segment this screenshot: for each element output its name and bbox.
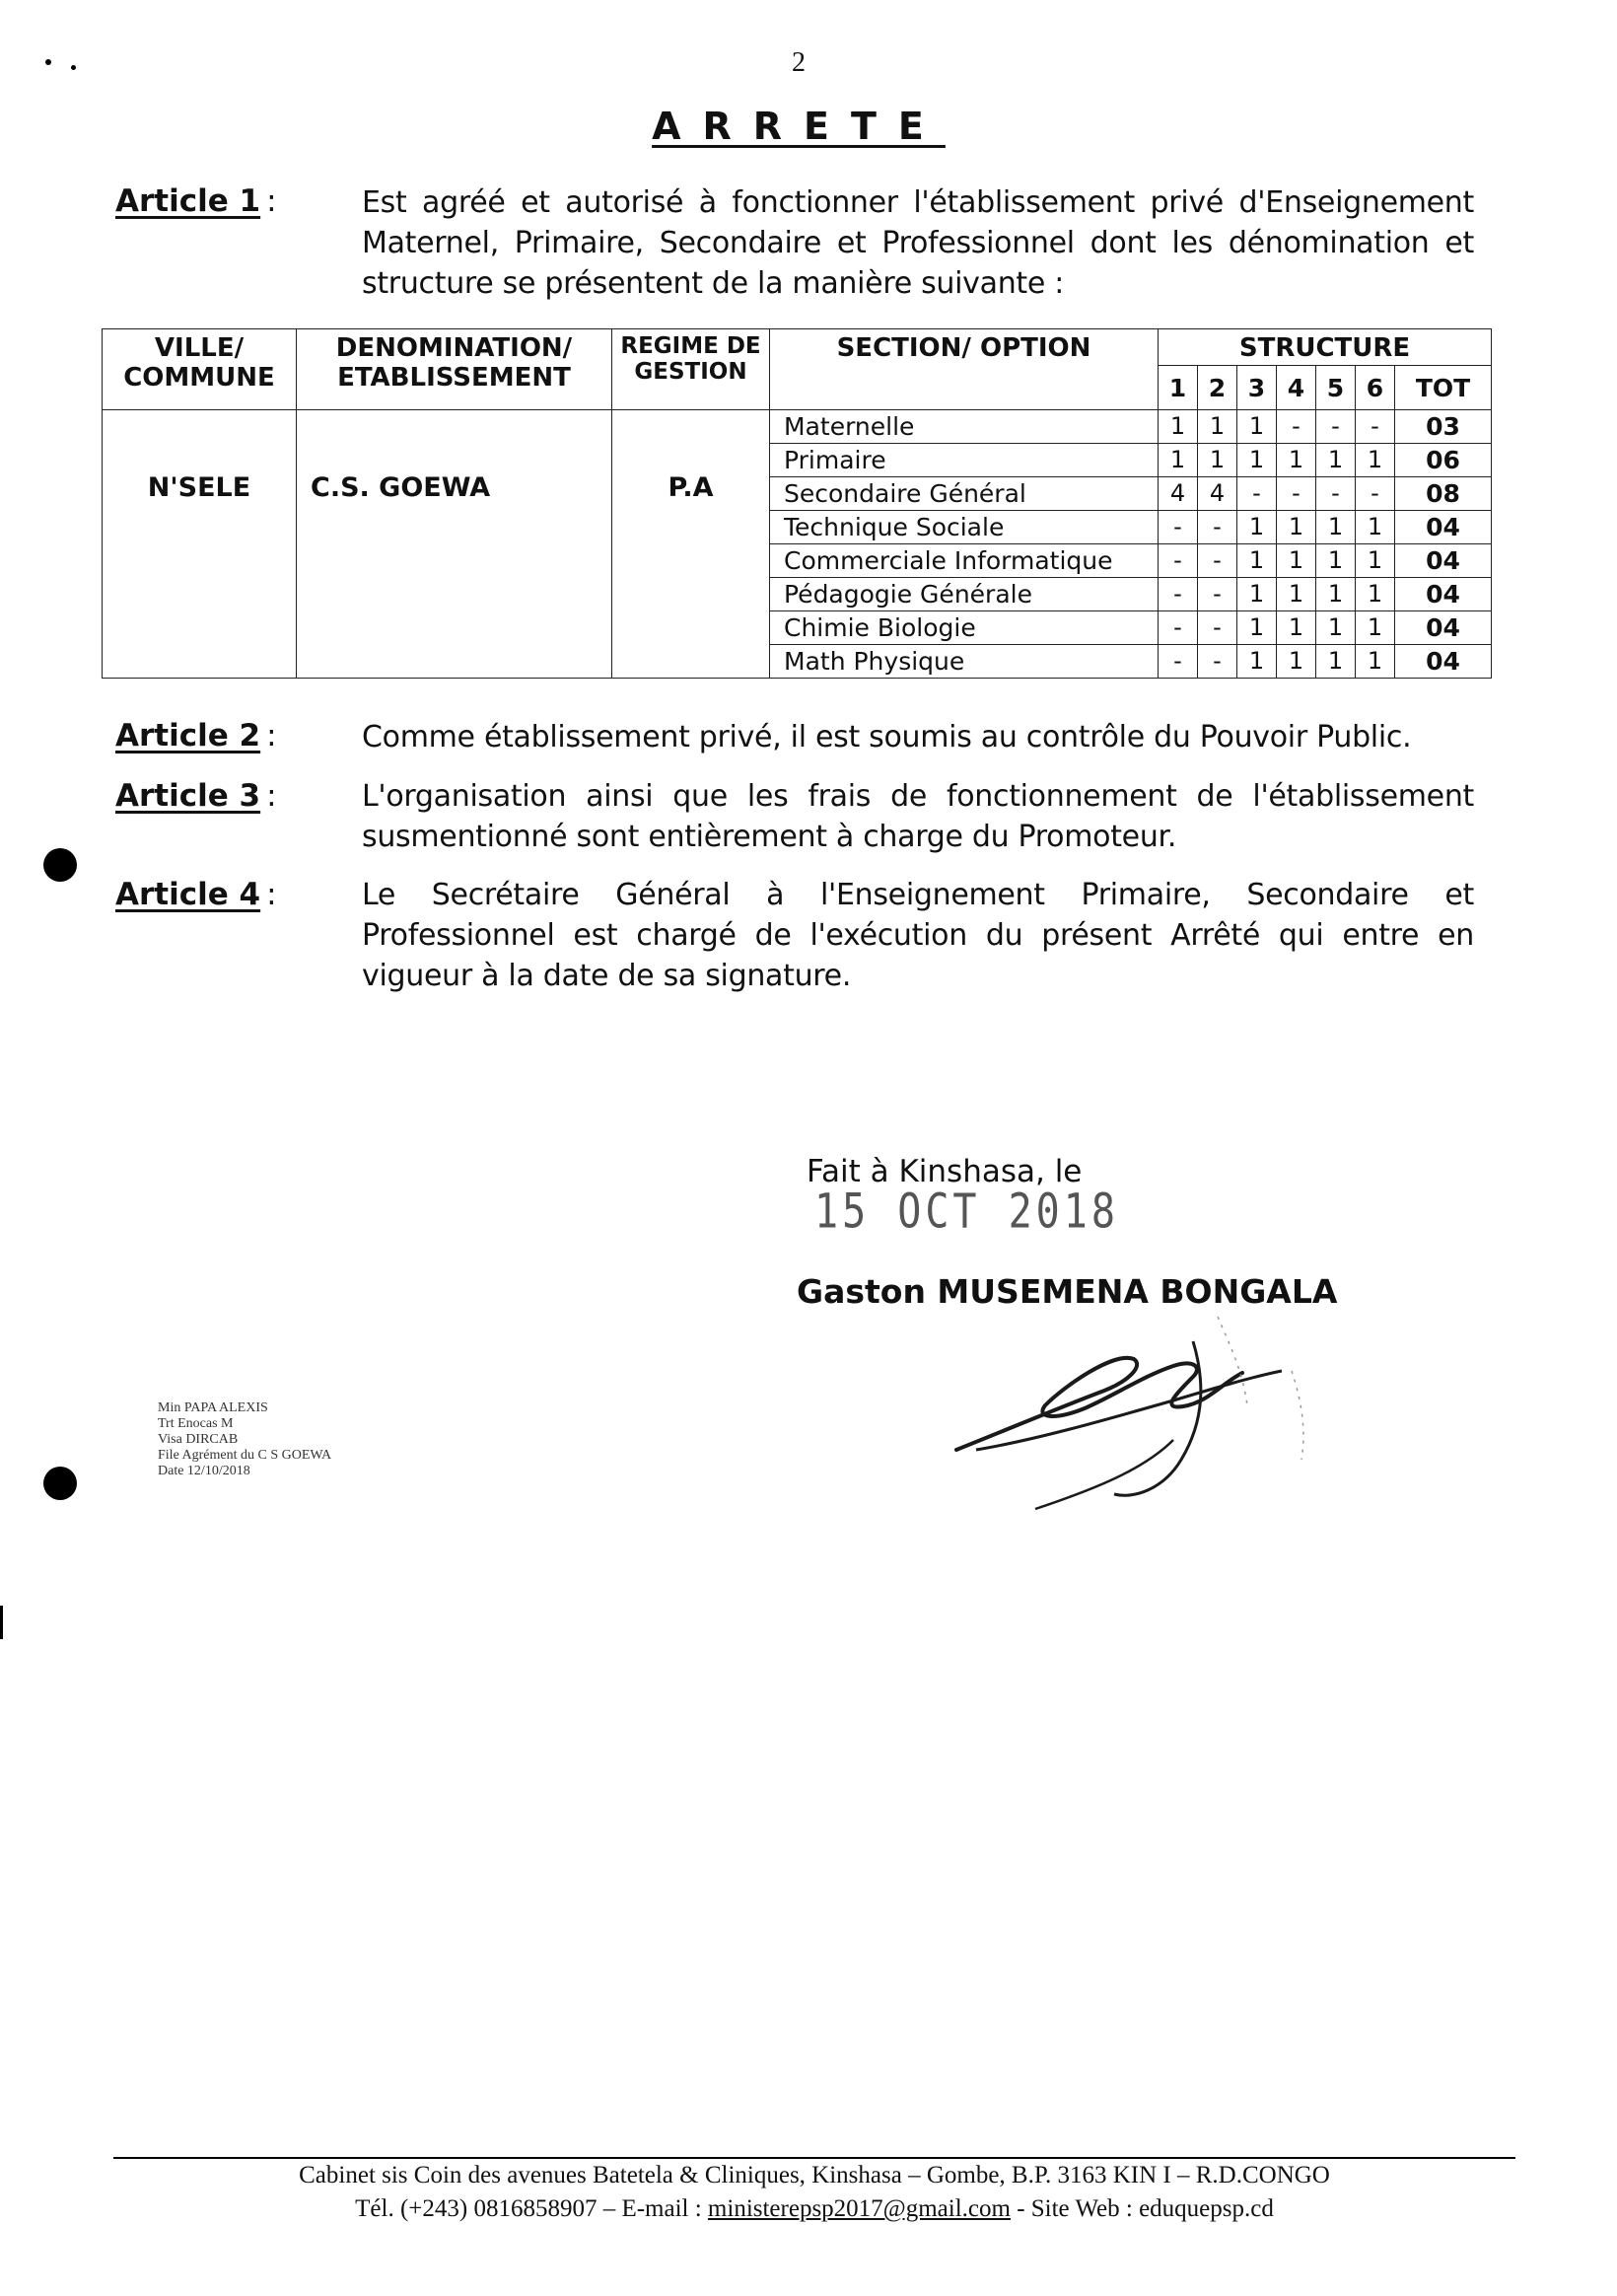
cell-level: 1: [1198, 444, 1237, 477]
cell-total: 06: [1395, 444, 1492, 477]
cell-level: 1: [1277, 611, 1316, 645]
structure-table: [102, 328, 1492, 679]
header-ville: VILLE/ COMMUNE: [103, 329, 297, 410]
cell-level: -: [1237, 477, 1277, 511]
cell-total: 03: [1395, 410, 1492, 444]
scan-edge-mark: [0, 1606, 3, 1639]
cell-level: 1: [1356, 578, 1395, 611]
header-denomination: DENOMINATION/ ETABLISSEMENT: [297, 329, 612, 410]
punch-hole: [43, 1467, 77, 1500]
reference-line: Date 12/10/2018: [158, 1464, 250, 1478]
reference-line: Min PAPA ALEXIS: [158, 1400, 268, 1415]
header-level-3: 3: [1237, 366, 1277, 410]
cell-level: -: [1356, 410, 1395, 444]
article-2-text: Comme établissement privé, il est soumis au contrôle du Pouvoir Public.: [362, 720, 1412, 754]
footer-website: - Site Web : eduquepsp.cd: [1017, 2195, 1274, 2222]
cell-ville: N'SELE: [103, 410, 297, 679]
date-stamp: 15 OCT 2018: [814, 1184, 1119, 1240]
cell-level: 1: [1277, 544, 1316, 578]
header-regime: REGIME DE GESTION: [612, 329, 770, 410]
cell-level: -: [1198, 511, 1237, 544]
cell-option: Maternelle: [770, 410, 1159, 444]
cell-level: 1: [1159, 410, 1198, 444]
cell-total: 04: [1395, 611, 1492, 645]
header-level-1: 1: [1159, 366, 1198, 410]
cell-total: 04: [1395, 645, 1492, 679]
scan-mark: [45, 59, 51, 65]
reference-line: Trt Enocas M: [158, 1416, 234, 1431]
cell-level: 1: [1277, 444, 1316, 477]
cell-total: 08: [1395, 477, 1492, 511]
cell-level: 1: [1316, 611, 1356, 645]
cell-denomination: C.S. GOEWA: [297, 410, 612, 679]
cell-level: -: [1277, 477, 1316, 511]
header-level-5: 5: [1316, 366, 1356, 410]
cell-level: -: [1316, 410, 1356, 444]
cell-level: 1: [1356, 444, 1395, 477]
article-1-label: Article 1 :: [115, 183, 277, 219]
cell-level: 1: [1237, 578, 1277, 611]
cell-level: 1: [1356, 611, 1395, 645]
cell-level: 1: [1237, 444, 1277, 477]
place-and-date: [807, 1154, 1359, 1240]
cell-level: 1: [1237, 611, 1277, 645]
cell-option: Chimie Biologie: [770, 611, 1159, 645]
cell-total: 04: [1395, 544, 1492, 578]
cell-level: -: [1198, 578, 1237, 611]
cell-option: Technique Sociale: [770, 511, 1159, 544]
cell-level: 1: [1316, 544, 1356, 578]
cell-level: 4: [1198, 477, 1237, 511]
cell-level: 1: [1237, 511, 1277, 544]
reference-notes: [158, 1400, 454, 1479]
cell-level: -: [1159, 544, 1198, 578]
cell-level: 1: [1159, 444, 1198, 477]
article-4-label: Article 4 :: [115, 877, 277, 912]
header-level-6: 6: [1356, 366, 1395, 410]
cell-level: -: [1356, 477, 1395, 511]
cell-option: Commerciale Informatique: [770, 544, 1159, 578]
cell-option: Math Physique: [770, 645, 1159, 679]
cell-level: -: [1159, 578, 1198, 611]
cell-level: 1: [1198, 410, 1237, 444]
cell-level: 1: [1277, 645, 1316, 679]
cell-level: -: [1316, 477, 1356, 511]
article-1-text: Est agréé et autorisé à fonctionner l'établissement privé d'Enseignement Maternel, Primaire, Secondaire et Professionnel dont les dénomination et structure se présentent de la manière suivante :: [362, 185, 1474, 301]
page-number: 2: [792, 47, 806, 78]
footer-contact: [113, 2195, 1515, 2223]
cell-level: 1: [1316, 578, 1356, 611]
cell-level: -: [1159, 511, 1198, 544]
cell-level: 1: [1316, 511, 1356, 544]
punch-hole: [43, 848, 77, 882]
scan-mark: [71, 65, 76, 70]
footer-address: Cabinet sis Coin des avenues Batetela & Cliniques, Kinshasa – Gombe, B.P. 3163 KIN I – R.D.CONGO: [299, 2162, 1330, 2188]
cell-level: -: [1277, 410, 1316, 444]
cell-total: 04: [1395, 578, 1492, 611]
cell-level: 4: [1159, 477, 1198, 511]
article-4-text: Le Secrétaire Général à l'Enseignement Primaire, Secondaire et Professionnel est chargé de l'exécution du présent Arrêté qui entre en vigueur à la date de sa signature.: [362, 878, 1474, 993]
handwritten-signature: [947, 1312, 1321, 1529]
reference-line: File Agrément du C S GOEWA: [158, 1448, 332, 1463]
cell-level: 1: [1316, 645, 1356, 679]
cell-level: -: [1159, 645, 1198, 679]
article-3-label: Article 3 :: [115, 778, 277, 814]
cell-option: Primaire: [770, 444, 1159, 477]
place-text: Fait à Kinshasa, le: [807, 1154, 1083, 1189]
reference-line: Visa DIRCAB: [158, 1432, 239, 1447]
signer-name: Gaston MUSEMENA BONGALA: [797, 1272, 1338, 1311]
cell-level: 1: [1277, 578, 1316, 611]
cell-level: 1: [1237, 544, 1277, 578]
cell-level: 1: [1237, 645, 1277, 679]
article-2-label: Article 2 :: [115, 718, 277, 753]
cell-option: Pédagogie Générale: [770, 578, 1159, 611]
cell-option: Secondaire Général: [770, 477, 1159, 511]
cell-level: -: [1198, 544, 1237, 578]
cell-level: 1: [1277, 511, 1316, 544]
header-total: TOT: [1395, 366, 1492, 410]
cell-level: 1: [1237, 410, 1277, 444]
cell-total: 04: [1395, 511, 1492, 544]
cell-level: -: [1198, 611, 1237, 645]
cell-regime: P.A: [612, 410, 770, 679]
footer-email-link[interactable]: ministerepsp2017@gmail.com: [707, 2195, 1011, 2222]
header-section: SECTION/ OPTION: [770, 329, 1159, 410]
cell-level: -: [1198, 645, 1237, 679]
cell-level: 1: [1356, 645, 1395, 679]
footer-phone: Tél. (+243) 0816858907 – E-mail :: [355, 2195, 702, 2222]
header-level-4: 4: [1277, 366, 1316, 410]
cell-level: 1: [1356, 544, 1395, 578]
footer-divider: [113, 2157, 1515, 2159]
article-3-text: L'organisation ainsi que les frais de fonctionnement de l'établissement susmentionné sont entièrement à charge du Promoteur.: [362, 779, 1474, 854]
cell-level: -: [1159, 611, 1198, 645]
document-title: ARRETE: [652, 105, 946, 148]
cell-level: 1: [1356, 511, 1395, 544]
table-row: [103, 410, 1492, 444]
cell-level: 1: [1316, 444, 1356, 477]
header-level-2: 2: [1198, 366, 1237, 410]
header-structure: STRUCTURE: [1159, 329, 1492, 366]
